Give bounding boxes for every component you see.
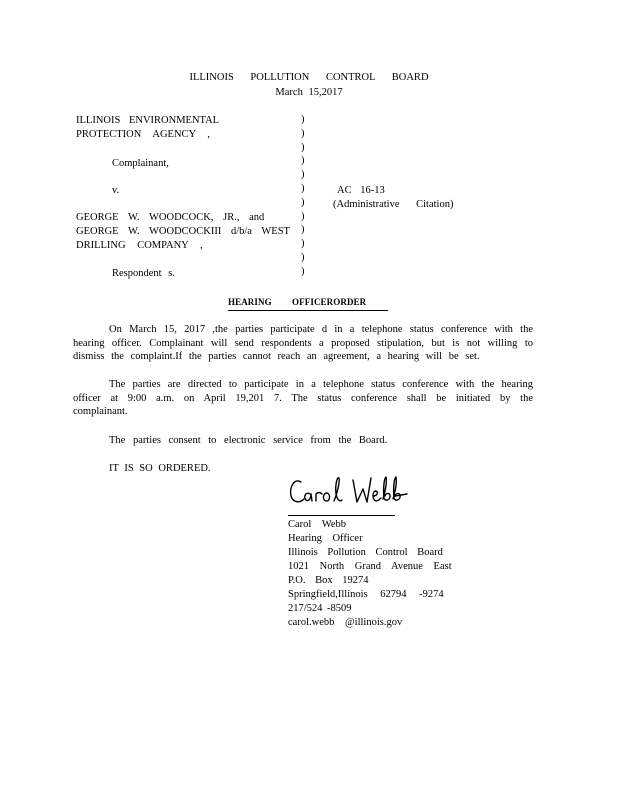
signer-name: Carol Webb (288, 519, 346, 530)
order-closing: IT IS SO ORDERED. (109, 463, 211, 474)
signer-po-box: P.O. Box 19274 (288, 575, 369, 586)
signer-email[interactable]: carol.webb @illinois.gov (288, 617, 403, 628)
order-date: March 15,2017 (275, 87, 343, 98)
case-type: (Administrative Citation) (333, 199, 454, 210)
complainant-name-line-1: ILLINOIS ENVIRONMENTAL (76, 115, 220, 126)
order-paragraph-3: The parties consent to electronic service from the Board. (109, 435, 388, 446)
respondent-label: Respondent s. (112, 268, 175, 279)
order-paragraph-2-text: The parties are directed to participate in a telephone status conference with the hearing officer at 9:00 a.m. on April 19,201 7. The status conference shall be initiated by the complainant. (73, 379, 533, 418)
order-paragraph-1 (73, 323, 533, 364)
signer-title: Hearing Officer (288, 533, 363, 544)
caption-parentheses: ) ) ) ) ) ) ) ) ) ) ) ) (301, 114, 305, 277)
case-number: AC 16-13 (337, 185, 385, 196)
respondent-name-line-3: DRILLING COMPANY , (76, 240, 203, 251)
complainant-name-line-2: PROTECTION AGENCY , (76, 129, 210, 140)
handwritten-signature (287, 472, 412, 512)
signature-block (288, 518, 452, 630)
versus-label: v. (112, 185, 120, 196)
signer-city: Springfield,Illinois 62794 -9274 (288, 589, 444, 600)
board-title: ILLINOIS POLLUTION CONTROL BOARD (189, 72, 429, 83)
order-paragraph-1-text: On March 15, 2017 ,the parties participate d in a telephone status conference with the hearing officer. Complainant will send respondents a proposed stipulation, but is not willing to dismiss the complaint.If the parties cannot reach an agreement, a hearing will be set. (73, 324, 533, 363)
respondent-name-line-1: GEORGE W. WOODCOCK, JR., and (76, 212, 265, 223)
signature-line (288, 515, 395, 516)
respondent-name-line-2: GEORGE W. WOODCOCKIII d/b/a WEST (76, 226, 290, 237)
order-paragraph-2 (73, 378, 533, 419)
signer-phone: 217/524 -8509 (288, 603, 352, 614)
order-heading: HEARING OFFICERORDER (228, 296, 388, 311)
signer-street: 1021 North Grand Avenue East (288, 561, 452, 572)
complainant-label: Complainant, (112, 158, 169, 169)
signer-organization: Illinois Pollution Control Board (288, 547, 443, 558)
